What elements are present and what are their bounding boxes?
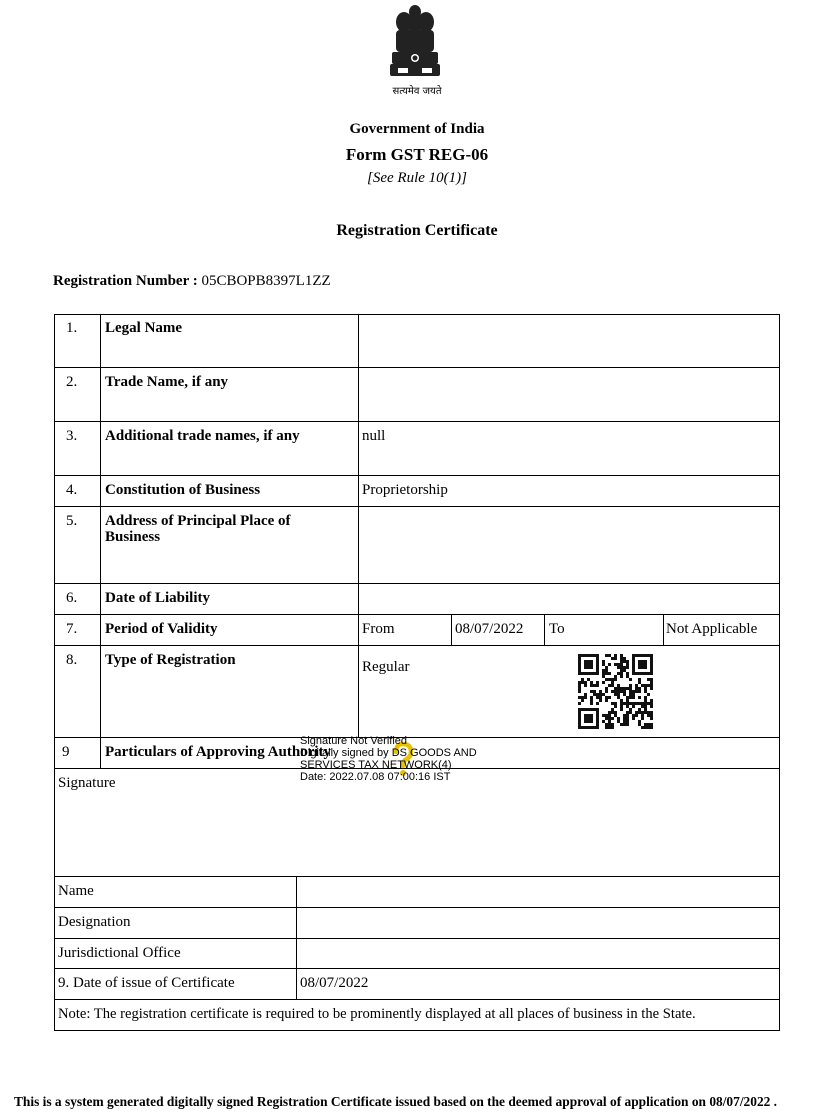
- row-number: 9: [62, 744, 70, 760]
- digital-signature-block: [300, 735, 477, 783]
- form-title: Form GST REG-06: [345, 145, 489, 164]
- period-of-validity-label: Period of Validity: [105, 621, 218, 637]
- row-number: 5.: [66, 513, 78, 529]
- legal-name-label: Legal Name: [105, 320, 183, 336]
- certificate-title: Registration Certificate: [336, 222, 498, 239]
- row-number: 1.: [66, 320, 78, 336]
- row-number: 3.: [66, 428, 78, 444]
- additional-trade-names-label: Additional trade names, if any: [105, 428, 300, 444]
- registration-number-label: Registration Number :: [53, 273, 198, 289]
- row-number: 8.: [66, 652, 78, 668]
- validity-to-label: To: [549, 621, 565, 637]
- emblem-motto: सत्यमेव जयते: [392, 86, 442, 97]
- issue-date-value: 08/07/2022: [300, 975, 369, 991]
- qr-code-icon: [577, 654, 655, 730]
- trade-name-label: Trade Name, if any: [105, 374, 229, 390]
- additional-trade-names-value: null: [362, 428, 386, 444]
- address-label: Address of Principal Place of Business: [105, 513, 291, 545]
- name-label: Name: [58, 883, 94, 899]
- type-of-registration-label: Type of Registration: [105, 652, 236, 668]
- signature-label: Signature: [58, 775, 116, 791]
- row-number: 6.: [66, 590, 78, 606]
- signature-signer-line1: Digitally signed by DS GOODS AND: [300, 747, 477, 759]
- registration-number-line: [53, 273, 331, 290]
- signature-signer-line2: SERVICES TAX NETWORK(4): [300, 759, 452, 771]
- validity-from-label: From: [362, 621, 395, 637]
- designation-label: Designation: [58, 914, 131, 930]
- issue-date-label: 9. Date of issue of Certificate: [58, 975, 235, 991]
- rule-reference: [See Rule 10(1)]: [367, 170, 467, 186]
- signature-status: Signature Not Verified: [300, 735, 408, 747]
- row-number: 2.: [66, 374, 78, 390]
- row-number: 4.: [66, 482, 78, 498]
- date-of-liability-label: Date of Liability: [105, 590, 210, 606]
- approving-authority-label: Particulars of Approving Authority: [105, 744, 331, 760]
- validity-to-value: Not Applicable: [666, 621, 758, 637]
- registration-number-value: 05CBOPB8397L1ZZ: [201, 273, 331, 289]
- signature-date: Date: 2022.07.08 07:00:16 IST: [300, 771, 451, 783]
- jurisdictional-office-label: Jurisdictional Office: [58, 945, 181, 961]
- validity-from-value: 08/07/2022: [455, 621, 524, 637]
- government-title: Government of India: [349, 121, 485, 137]
- type-of-registration-value: Regular: [362, 659, 410, 675]
- constitution-label: Constitution of Business: [105, 482, 261, 498]
- ashoka-emblem-icon: [386, 2, 444, 94]
- constitution-value: Proprietorship: [362, 482, 448, 498]
- row-number: 7.: [66, 621, 78, 637]
- display-note: Note: The registration certificate is required to be prominently displayed at all places of business in the State.: [58, 1006, 696, 1022]
- footer-note: This is a system generated digitally signed Registration Certificate issued based on the deemed approval of application on 08/07/2022 .: [14, 1094, 778, 1109]
